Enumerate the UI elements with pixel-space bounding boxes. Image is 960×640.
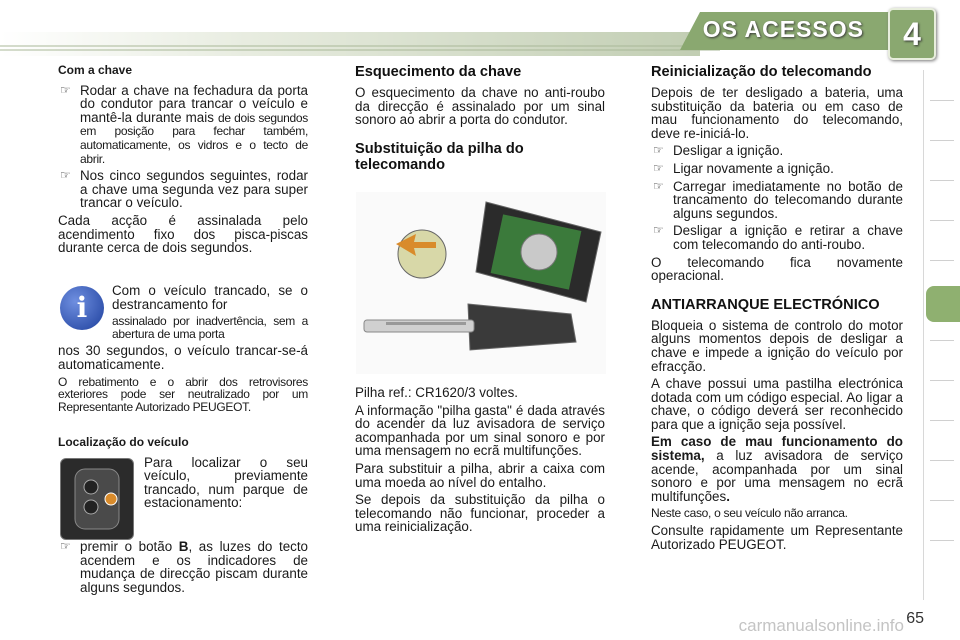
paragraph: Depois de ter desligado a bateria, uma substituição da bateria ou em caso de mau funcionamento do telecomando, deve re-iniciá-lo. (651, 85, 903, 141)
section-heading: Localização do veículo (58, 435, 189, 449)
tab-divider (930, 220, 954, 221)
tab-divider (930, 340, 954, 341)
tab-divider (930, 100, 954, 101)
bullet-text: , as luzes do tecto acendem e os indicadores de mudança de direcção piscam durante alguns segundos. (80, 539, 308, 595)
section-heading: Com a chave (58, 63, 133, 77)
bullet-text: Rodar a chave na fechadura da porta do condutor para trancar o veículo e mantê-la durante mais (80, 82, 308, 125)
info-icon: i (60, 286, 104, 330)
pointing-hand-icon: ☞ (60, 168, 71, 183)
paragraph (651, 435, 903, 503)
note-text: Com o veículo trancado, se o destrancamento for (112, 283, 308, 312)
paragraph: Para substituir a pilha, abrir a caixa com uma moeda ao nível do entalho. (355, 460, 605, 490)
pointing-hand-icon: ☞ (653, 160, 664, 175)
remote-key-illustration (60, 458, 134, 540)
bullet-item (651, 180, 903, 221)
pointing-hand-icon: ☞ (653, 178, 664, 193)
note-text: O rebatimento e o abrir dos retrovisores exteriores pode ser neutralizado por um Representante Autorizado PEUGEOT. (58, 374, 308, 414)
bullet-text-small: de dois segundos em posição para fechar também, automaticamente, os vidros e o tecto de abrir. (80, 110, 308, 166)
column-left (58, 64, 308, 259)
tab-divider (930, 260, 954, 261)
page-header (0, 0, 960, 58)
pointing-hand-icon: ☞ (653, 143, 664, 158)
bullet-text: Desligar a ignição e retirar a chave com telecomando do anti-roubo. (673, 223, 903, 252)
bullet-text: Ligar novamente a ignição. (673, 160, 834, 176)
column-middle (355, 64, 605, 179)
paragraph: Para localizar o seu veículo, previamente trancado, num parque de estacionamento: (144, 454, 308, 511)
note-text: assinalado por inadvertência, sem a abertura de uma porta (112, 314, 308, 341)
chapter-tabs (923, 70, 960, 600)
bullet-text: Nos cinco segundos seguintes, rodar a chave uma segunda vez para super trancar o veículo. (80, 168, 308, 211)
bullet-item (651, 162, 903, 176)
paragraph: Bloqueia o sistema de controlo do motor alguns momentos depois de desligar a chave e impede a ignição do veículo por efracção. (651, 317, 903, 374)
tab-divider (930, 380, 954, 381)
paragraph: A informação "pilha gasta" é dada através do acender da luz avisadora de serviço acompanhada por um sinal sonoro e por uma mensagem no ecrã multifunções. (355, 402, 605, 459)
pointing-hand-icon: ☞ (60, 82, 71, 97)
bullet-text: Desligar a ignição. (673, 143, 784, 159)
tab-divider (930, 540, 954, 541)
active-chapter-tab[interactable] (926, 286, 960, 322)
chapter-number: 4 (888, 8, 936, 60)
tab-divider (930, 420, 954, 421)
bullet-item (58, 540, 308, 594)
column-right (651, 64, 903, 555)
note-text: nos 30 segundos, o veículo trancar-se-á automaticamente. (58, 343, 308, 372)
paragraph: A chave possui uma pastilha electrónica dotada com um código especial. Ao ligar a chave, o código deverá ser reconhecido para que a ignição seja possível. (651, 376, 903, 432)
bullet-text: premir o botão (80, 539, 179, 554)
paragraph-text: a luz avisadora de serviço acende, acompanhada por um sinal sonoro e por uma mensagem no ecrã multifunções (651, 448, 903, 504)
bullet-item (651, 224, 903, 251)
section-heading: ANTIARRANQUE ELECTRÓNICO (651, 296, 880, 313)
tab-divider (930, 140, 954, 141)
chapter-title: OS ACESSOS (702, 16, 864, 42)
paragraph: Neste caso, o seu veículo não arranca. (651, 506, 848, 521)
paragraph: O esquecimento da chave no anti-roubo da direcção é assinalado por um sinal sonoro ao abrir a porta do condutor. (355, 85, 605, 128)
key-opened-graphic (356, 192, 606, 374)
emphasis-text: . (726, 488, 730, 504)
pointing-hand-icon: ☞ (60, 539, 71, 553)
bullet-text: Carregar imediatamente no botão de trancamento do telecomando durante alguns segundos. (673, 178, 903, 221)
section-heading: Reinicialização do telecomando (651, 64, 872, 80)
button-b-instruction (58, 540, 308, 598)
remote-key-graphic (61, 459, 133, 539)
button-label: B (178, 539, 189, 554)
watermark: carmanualsonline.info (738, 616, 904, 635)
tab-divider (930, 460, 954, 461)
tab-divider (930, 500, 954, 501)
battery-text (355, 386, 605, 538)
section-heading: Substituição da pilha do telecomando (355, 140, 524, 173)
paragraph: Pilha ref.: CR1620/3 voltes. (355, 385, 519, 400)
paragraph: Cada acção é assinalada pelo acendimento fixo dos pisca-piscas durante cerca de dois segundos. (58, 212, 308, 256)
bullet-item (58, 84, 308, 166)
paragraph: Se depois da substituição da pilha o telecomando não funcionar, proceder a uma reinicialização. (355, 492, 605, 535)
bullet-item (651, 144, 903, 158)
tab-divider (930, 180, 954, 181)
page-number: 65 (906, 610, 924, 627)
paragraph: O telecomando fica novamente operacional. (651, 254, 903, 284)
pointing-hand-icon: ☞ (653, 223, 664, 238)
emphasis-text: Em caso de mau funcionamento do sistema, (651, 434, 903, 464)
bullet-item (58, 169, 308, 210)
paragraph: Consulte rapidamente um Representante Autorizado PEUGEOT. (651, 523, 903, 552)
battery-replacement-illustration (356, 192, 606, 374)
section-heading: Esquecimento da chave (355, 64, 522, 80)
info-note (58, 284, 308, 417)
